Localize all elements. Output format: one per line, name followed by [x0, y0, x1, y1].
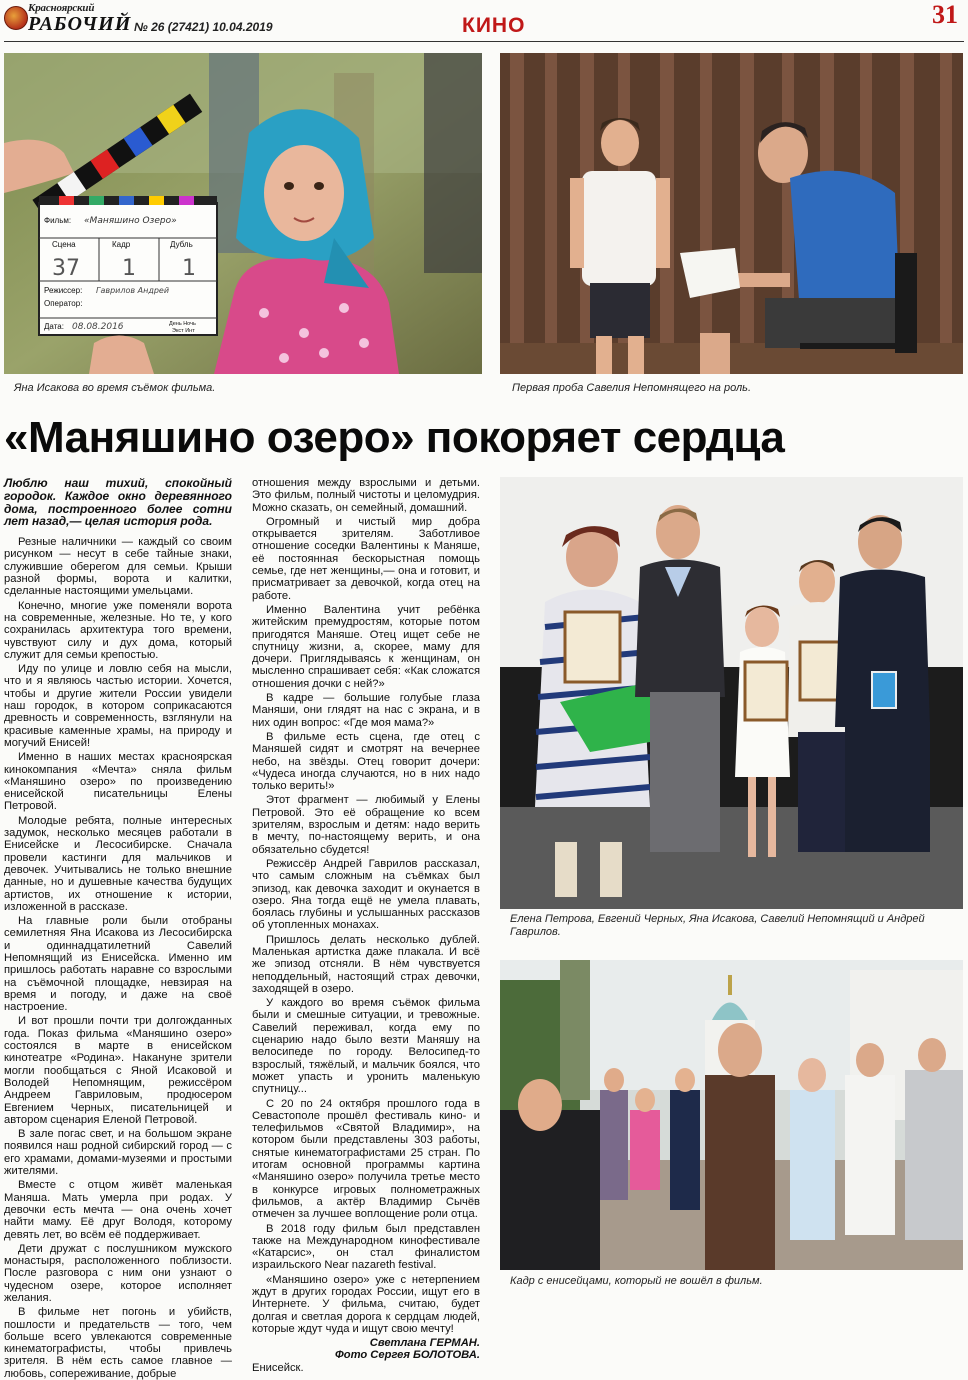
paragraph: В зале погас свет, и на большом экране появился наш родной сибирский город — с его храмами, домами-музеями и простыми жителями.: [4, 1128, 232, 1178]
paragraph: Этот фрагмент — любимый у Елены Петровой. Это её обращение ко всем зрителям, взрослым и детям: надо верить в мечту, по-настоящему верить, и она обязательно сбудется!: [252, 794, 480, 856]
dateline-place: Енисейск.: [252, 1361, 304, 1374]
article-lede: Люблю наш тихий, спокойный городок. Каждое окно деревянного дома, построенного более сотни лет назад,— целая история рода.: [4, 476, 232, 529]
photo1-caption: Яна Исакова во время съёмок фильма.: [14, 382, 216, 394]
clapper-director-value: Гаврилов Андрей: [96, 286, 170, 295]
paragraph: Пришлось делать несколько дублей. Маленькая артистка даже плакала. И всё же эпизод отсняли. В нём чувствуется неподдельный, настоящий страх девочки, заходящей в озеро.: [252, 933, 480, 995]
header-divider: [4, 41, 964, 42]
clapper-shot-value: 1: [122, 256, 136, 281]
paragraph: В кадре — большие голубые глаза Маняши, они глядят на нас с экрана, и в них один вопрос: «Где моя мама?»: [252, 692, 480, 729]
paragraph: Иду по улице и ловлю себя на мысли, что и я являюсь частью истории. Хочется, чтобы и другие жители России увидели наш городок, в котором соприкасаются древность и современность, взглянули на красивые каменные храмы, на природу и могучий Енисей!: [4, 663, 232, 749]
clapper-date-value: 08.08.2016: [72, 322, 124, 332]
clapper-operator-label: Оператор:: [44, 299, 83, 308]
paragraph: В 2018 году фильм был представлен также на Международном кинофестивале «Катарсис», он стал финалистом израильского Near nazareth festival.: [252, 1222, 480, 1272]
clapper-scene-label: Сцена: [52, 240, 76, 249]
paragraph: Именно Валентина учит ребёнка житейским премудростям, которые потом пригодятся Маняше. Отец ищет себе не спутницу жизни, а, скорее, маму для дочери. Приглядываясь к женщинам, он мысленно спрашивает себя: «Как сложатся отношения дочки с ней?»: [252, 603, 480, 690]
author-signature: Светлана ГЕРМАН.: [369, 1337, 480, 1350]
paragraph: Вместе с отцом живёт маленькая Маняша. Мать умерла при родах. У девочки есть мечта — она очень хочет найти маму. Её друг Володя, которому девять лет, во всём её поддерживает.: [4, 1179, 232, 1241]
masthead-subtitle: Красноярский: [28, 2, 95, 14]
photo-credit: Фото Сергея БОЛОТОВА.: [335, 1349, 480, 1362]
clapper-intext-label: Экст Инт: [172, 328, 195, 334]
photo-audition: [500, 53, 963, 374]
paragraph: И вот прошли почти три долгожданных года. Показ фильма «Маняшино озеро» состоялся в марте в енисейском кинотеатре «Родина». Накануне зрители могли пообщаться с Яной Исаковой и Володей Непомнящим, режиссёром Андреем Гавриловым, продюсером Евгением Черных, писательницей и автором сценария Еленой Петровой.: [4, 1015, 232, 1126]
photo2-caption: Первая проба Савелия Непомнящего на роль.: [512, 382, 752, 394]
paragraph: отношения между взрослыми и детьми. Это фильм, полный чистоты и целомудрия. Можно сказать, он семейный, домашний.: [252, 477, 480, 514]
paragraph: Режиссёр Андрей Гаврилов рассказал, что самым сложным на съёмках был эпизод, как девочка заходит и окунается в озеро. Яна тогда ещё не умела плавать, боялась глубины и услышанных рассказов об утопленных монахах.: [252, 857, 480, 932]
article-column-1: [4, 476, 232, 1380]
clapper-date-label: Дата:: [44, 322, 64, 331]
section-label: КИНО: [462, 14, 526, 37]
clapper-director-label: Режиссер:: [44, 286, 83, 295]
photo-award-group: [500, 477, 963, 909]
audition-image: [500, 53, 963, 374]
newspaper-masthead: [4, 2, 132, 38]
page-number: 31: [932, 0, 958, 29]
masthead-title: РАБОЧИЙ: [28, 13, 132, 35]
photo-girl-clapperboard: [4, 53, 482, 374]
clapper-take-value: 1: [182, 256, 196, 281]
paragraph: В фильме есть сцена, где отец с Маняшей сидят и смотрят на вечернее небо, на звёзды. Отец говорит дочери: «Чудеса иногда случаются, но в них надо только верить!»: [252, 730, 480, 793]
crowd-church-image: [500, 960, 963, 1270]
girl-clapperboard-image: [4, 53, 482, 374]
clapper-film-label: Фильм:: [44, 216, 72, 225]
paragraph: Резные наличники — каждый со своим рисунком — несут в себе тайные знаки, служившие оберегом для семьи. Крыши разной формы, ворота и калитки, сделанные настоящими умельцами.: [4, 536, 232, 598]
paragraph: В фильме нет погонь и убийств, пошлости и предательств — того, чем больше всего увлекаются современные кинематографисты, чтобы привлечь зрителя. В нём есть самое главное — любовь, сопереживание, добрые: [4, 1306, 232, 1380]
paragraph: У каждого во время съёмок фильма были и смешные ситуации, и тревожные. Савелий переживал, когда ему по сценарию надо было везти Маняшу на велосипеде по городу. Велосипед-то взрослый, тяжёлый, и мальчик боялся, что может упасть и уронить маленькую спутницу...: [252, 997, 480, 1096]
paragraph: С 20 по 24 октября прошлого года в Севастополе прошёл фестиваль кино- и телефильмов «Святой Владимир», на котором были представлены 303 работы, снятые кинематографистами 25 стран. По итогам основной программы картина «Маняшино озеро» получила третье место в конкурсе игровых полнометражных фильмов, а актёр Владимир Сычёв отмечен за лучшее воплощение роли отца.: [252, 1097, 480, 1221]
clapper-take-label: Дубль: [170, 240, 193, 249]
paragraph: Именно в наших местах красноярская кинокомпания «Мечта» сняла фильм «Маняшино озеро» по произведению енисейской писательницы Елены Петровой.: [4, 751, 232, 813]
article-column-2: [252, 477, 480, 1374]
issue-info: № 26 (27421) 10.04.2019: [134, 20, 273, 34]
photo4-caption: Кадр с енисейцами, который не вошёл в фильм.: [510, 1275, 763, 1287]
clapper-shot-label: Кадр: [112, 240, 131, 249]
paragraph: «Маняшино озеро» уже с нетерпением ждут в других городах России, ищут его в Интернете. У фильма, считаю, будет долгая и светлая дорога к сердцам людей, которые ждут чуда и ищут свою мечту!: [252, 1273, 480, 1335]
paragraph: Конечно, многие уже поменяли ворота на современные, железные. Но те, у кого сохранилась архитектура того времени, чувствуют силу и дух дома, который служит для семьи крепостью.: [4, 599, 232, 661]
photo3-caption: Елена Петрова, Евгений Черных, Яна Исакова, Савелий Непомнящий и Андрей Гаврилов.: [510, 913, 925, 938]
article-headline: «Маняшино озеро» покоряет сердца: [4, 413, 785, 462]
clapper-daynight-label: День Ночь: [169, 321, 196, 327]
award-group-image: [500, 477, 963, 909]
photo-crowd-church: [500, 960, 963, 1270]
newspaper-emblem-icon: [4, 6, 28, 30]
paragraph: Огромный и чистый мир добра открывается зрителям. Заботливое отношение соседки Валентины к Маняше, её постоянная бескорыстная помощь семье, где нет женщины,— она и готовит, и присматривает за девочкой, когда отец на работе.: [252, 515, 480, 602]
clapper-scene-value: 37: [52, 256, 80, 281]
paragraph: Дети дружат с послушником мужского монастыря, расположенного поблизости. После разговора с ним они узнают о чудесном озере, которое исполняет желания.: [4, 1242, 232, 1304]
paragraph: На главные роли были отобраны семилетняя Яна Исакова из Лесосибирска и одиннадцатилетний Савелий Непомнящий из Енисейска. Именно им пришлось работать наравне со взрослыми на съёмочной площадке, невзирая на время и погоду, и даже на своё настроение.: [4, 915, 232, 1014]
clapper-film-value: «Маняшино Озеро»: [84, 216, 177, 226]
paragraph: Молодые ребята, полные интересных задумок, несколько месяцев работали в Енисейске и Лесосибирске. Сначала провели кастинги для мальчиков и девочек. Учитывались не только внешние данные, но и душевные качества будущих артистов, их отношение к истории, изложенной в рассказе.: [4, 814, 232, 913]
